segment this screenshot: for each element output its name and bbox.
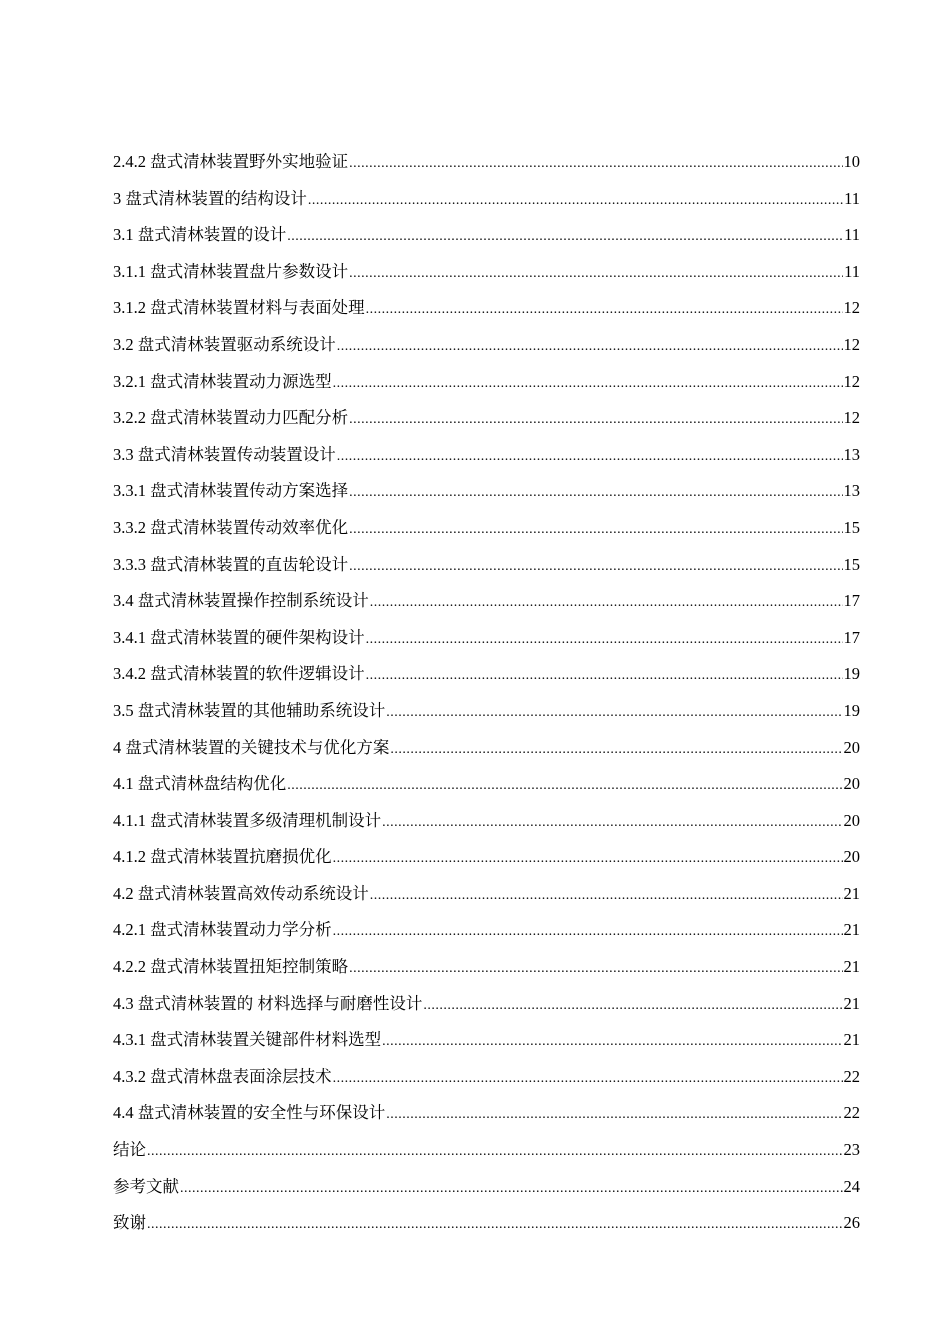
toc-entry[interactable]: [113, 730, 860, 767]
toc-entry-page-number: 22: [843, 1103, 860, 1123]
toc-entry[interactable]: [113, 1059, 860, 1096]
toc-entry-title: 4.3 盘式清林装置的 材料选择与耐磨性设计: [113, 993, 423, 1013]
dot-leader: [333, 914, 843, 951]
toc-entry-page-number: 15: [843, 517, 860, 537]
toc-entry-title: 3.1.1 盘式清林装置盘片参数设计: [113, 261, 349, 281]
dot-leader: [386, 695, 842, 732]
dot-leader: [349, 146, 842, 183]
toc-entry-page-number: 20: [843, 737, 860, 757]
toc-entry-page-number: 19: [843, 664, 860, 684]
toc-entry-title: 3.3.2 盘式清林装置传动效率优化: [113, 517, 349, 537]
toc-entry-page-number: 17: [843, 627, 860, 647]
dot-leader: [287, 768, 842, 805]
toc-entry-page-number: 21: [843, 920, 860, 940]
toc-entry-page-number: 22: [843, 1066, 860, 1086]
toc-entry[interactable]: [113, 583, 860, 620]
toc-entry[interactable]: [113, 1095, 860, 1132]
toc-entry-title: 3.2.2 盘式清林装置动力匹配分析: [113, 408, 349, 428]
toc-entry-title: 3.2.1 盘式清林装置动力源选型: [113, 371, 332, 391]
toc-entry[interactable]: [113, 473, 860, 510]
toc-entry-title: 3.1.2 盘式清林装置材料与表面处理: [113, 298, 365, 318]
dot-leader: [147, 1134, 843, 1171]
toc-entry[interactable]: [113, 1205, 860, 1242]
toc-entry-title: 3.5 盘式清林装置的其他辅助系统设计: [113, 700, 386, 720]
toc-entry[interactable]: [113, 254, 860, 291]
toc-entry-page-number: 24: [843, 1176, 860, 1196]
toc-entry-page-number: 20: [843, 810, 860, 830]
toc-entry[interactable]: [113, 547, 860, 584]
toc-entry-page-number: 12: [843, 371, 860, 391]
toc-entry[interactable]: [113, 876, 860, 913]
toc-entry-title: 4.3.2 盘式清林盘表面涂层技术: [113, 1066, 332, 1086]
dot-leader: [386, 1097, 842, 1134]
toc-entry-page-number: 21: [843, 883, 860, 903]
toc-entry-page-number: 21: [843, 957, 860, 977]
toc-entry-page-number: 21: [843, 993, 860, 1013]
toc-entry[interactable]: [113, 400, 860, 437]
toc-entry-page-number: 12: [843, 334, 860, 354]
toc-entry[interactable]: [113, 510, 860, 547]
toc-entry-title: 致谢: [113, 1213, 146, 1233]
toc-entry-page-number: 20: [843, 774, 860, 794]
dot-leader: [308, 183, 843, 220]
toc-entry-title: 2.4.2 盘式清林装置野外实地验证: [113, 152, 349, 171]
toc-entry[interactable]: [113, 766, 860, 803]
toc-entry-title: 3 盘式清林装置的结构设计: [113, 188, 307, 208]
toc-entry-page-number: 12: [843, 298, 860, 318]
toc-entry-title: 4.1.1 盘式清林装置多级清理机制设计: [113, 810, 382, 830]
toc-entry-page-number: 21: [843, 1030, 860, 1050]
toc-entry[interactable]: [113, 656, 860, 693]
toc-entry[interactable]: [113, 693, 860, 730]
toc-entry-page-number: 10: [843, 152, 860, 171]
toc-entry-title: 3.4 盘式清林装置操作控制系统设计: [113, 591, 369, 611]
toc-entry[interactable]: [113, 949, 860, 986]
dot-leader: [349, 402, 842, 439]
toc-entry-title: 3.3.3 盘式清林装置的直齿轮设计: [113, 554, 349, 574]
dot-leader: [333, 366, 843, 403]
toc-entry-page-number: 11: [844, 225, 860, 245]
dot-leader: [180, 1171, 843, 1208]
dot-leader: [333, 841, 843, 878]
dot-leader: [337, 329, 843, 366]
dot-leader: [349, 549, 842, 586]
toc-entry-title: 3.4.2 盘式清林装置的软件逻辑设计: [113, 664, 365, 684]
toc-entry-title: 4.2.1 盘式清林装置动力学分析: [113, 920, 332, 940]
dot-leader: [366, 622, 843, 659]
toc-entry-page-number: 11: [844, 261, 860, 281]
toc-entry[interactable]: [113, 437, 860, 474]
toc-entry-title: 4.1 盘式清林盘结构优化: [113, 774, 287, 794]
dot-leader: [370, 585, 843, 622]
dot-leader: [333, 1061, 843, 1098]
toc-entry-page-number: 20: [843, 847, 860, 867]
dot-leader: [382, 805, 842, 842]
dot-leader: [423, 988, 842, 1025]
toc-entry[interactable]: [113, 327, 860, 364]
dot-leader: [349, 256, 843, 293]
toc-entry-page-number: 15: [843, 554, 860, 574]
toc-entry-title: 3.3.1 盘式清林装置传动方案选择: [113, 481, 349, 501]
toc-entry[interactable]: [113, 364, 860, 401]
toc-entry-title: 参考文献: [113, 1176, 179, 1196]
dot-leader: [349, 475, 842, 512]
toc-entry[interactable]: [113, 1022, 860, 1059]
toc-entry[interactable]: [113, 144, 860, 181]
toc-entry[interactable]: [113, 1169, 860, 1206]
toc-entry-page-number: 13: [843, 444, 860, 464]
toc-entry[interactable]: [113, 290, 860, 327]
toc-entry[interactable]: [113, 912, 860, 949]
dot-leader: [366, 658, 843, 695]
toc-entry-title: 3.2 盘式清林装置驱动系统设计: [113, 334, 336, 354]
toc-entry-page-number: 19: [843, 700, 860, 720]
toc-entry-page-number: 17: [843, 591, 860, 611]
toc-entry-page-number: 23: [843, 1140, 860, 1160]
toc-entry-title: 结论: [113, 1140, 146, 1160]
toc-entry-title: 4.4 盘式清林装置的安全性与环保设计: [113, 1103, 386, 1123]
toc-entry-title: 3.1 盘式清林装置的设计: [113, 225, 287, 245]
dot-leader: [147, 1207, 843, 1244]
toc-entry[interactable]: [113, 1132, 860, 1169]
dot-leader: [337, 439, 843, 476]
toc-entry-title: 4 盘式清林装置的关键技术与优化方案: [113, 737, 390, 757]
toc-entry-page-number: 12: [843, 408, 860, 428]
toc-entry-title: 4.2 盘式清林装置高效传动系统设计: [113, 883, 369, 903]
dot-leader: [390, 732, 842, 769]
toc-entry-page-number: 11: [844, 188, 860, 208]
toc-entry[interactable]: [113, 803, 860, 840]
toc-entry-title: 3.3 盘式清林装置传动装置设计: [113, 444, 336, 464]
toc-entry-title: 4.2.2 盘式清林装置扭矩控制策略: [113, 957, 349, 977]
dot-leader: [370, 878, 843, 915]
toc-entry[interactable]: [113, 181, 860, 218]
toc-entry[interactable]: [113, 839, 860, 876]
dot-leader: [349, 951, 842, 988]
toc-entry[interactable]: [113, 217, 860, 254]
toc-entry-title: 3.4.1 盘式清林装置的硬件架构设计: [113, 627, 365, 647]
toc-entry-page-number: 26: [843, 1213, 860, 1233]
dot-leader: [382, 1024, 842, 1061]
toc-entry-title: 4.3.1 盘式清林装置关键部件材料选型: [113, 1030, 382, 1050]
toc-entry[interactable]: [113, 620, 860, 657]
dot-leader: [349, 512, 842, 549]
toc-entry-title: 4.1.2 盘式清林装置抗磨损优化: [113, 847, 332, 867]
table-of-contents: [113, 144, 860, 1242]
dot-leader: [366, 292, 843, 329]
toc-entry-page-number: 13: [843, 481, 860, 501]
dot-leader: [287, 219, 843, 256]
toc-entry[interactable]: [113, 986, 860, 1023]
